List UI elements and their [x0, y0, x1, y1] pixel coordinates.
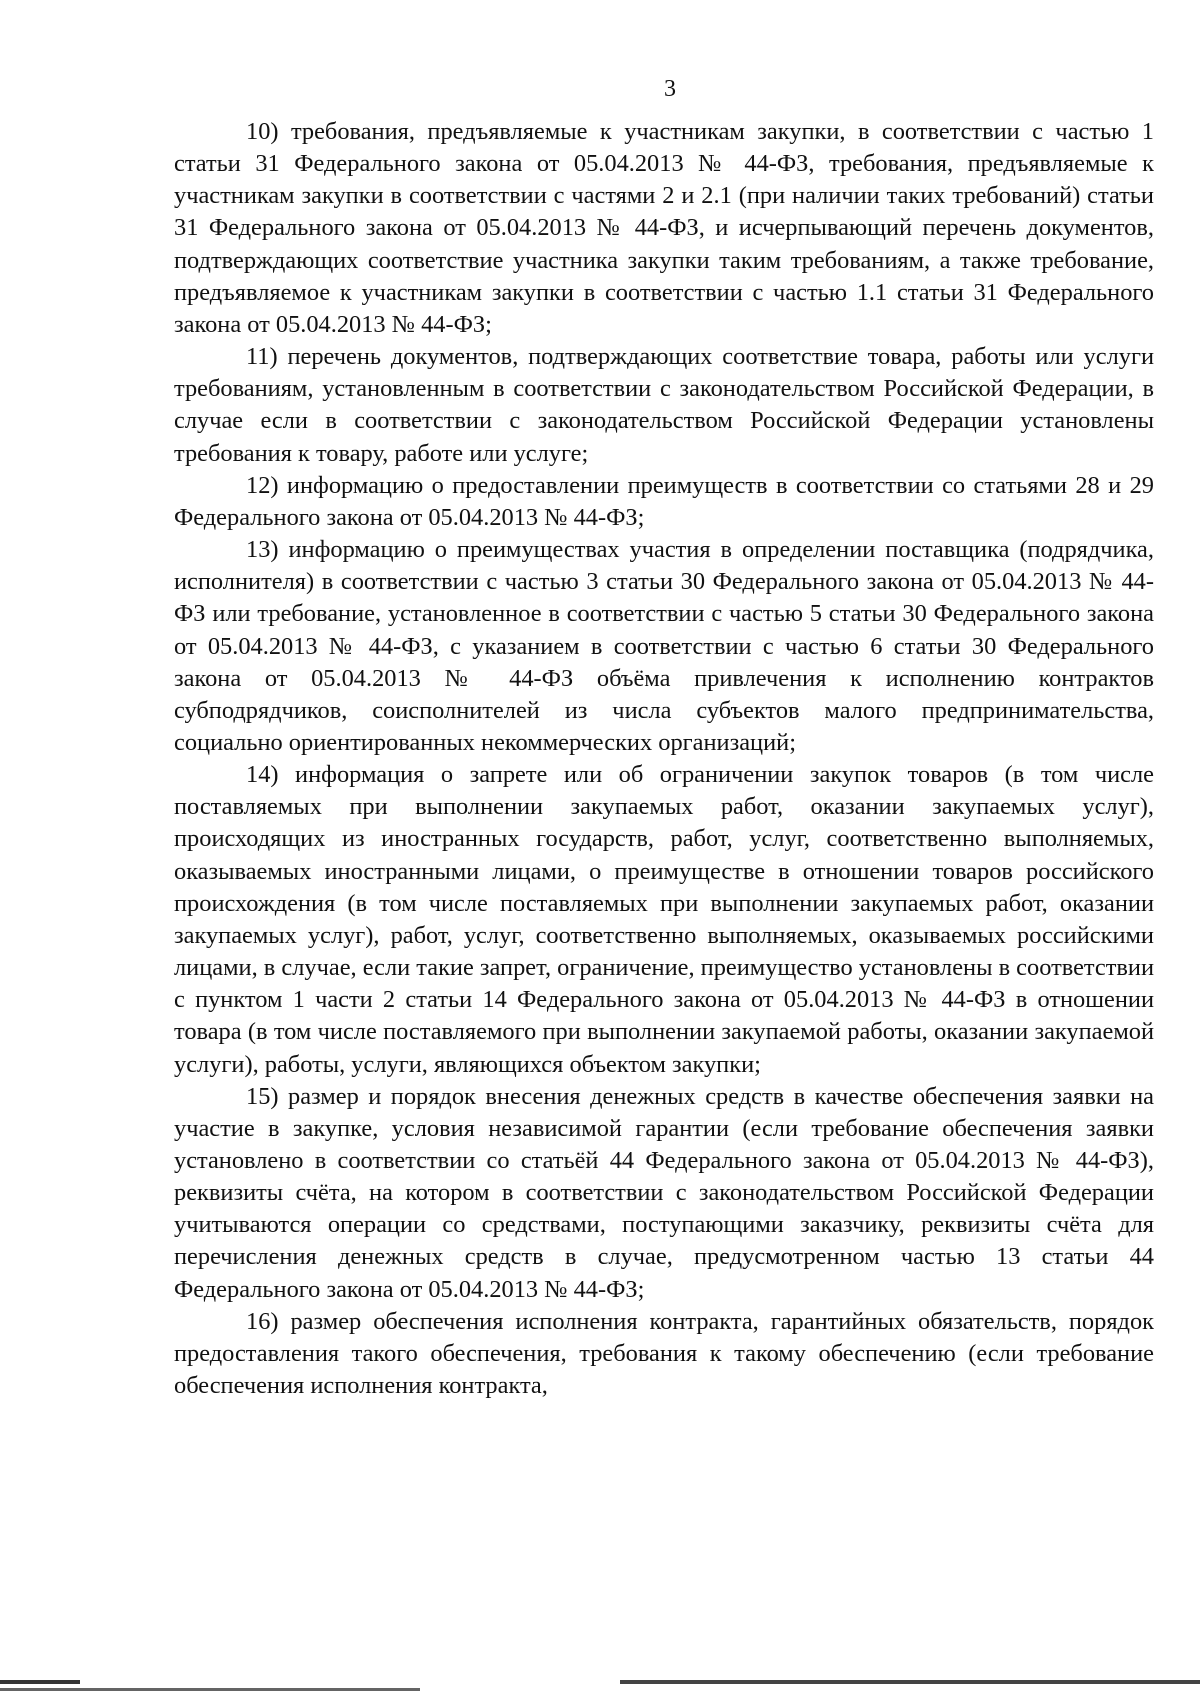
paragraph-item-10: 10) требования, предъявляемые к участникам закупки, в соответствии с частью 1 статьи 31 Федерального закона от 05.04.2013 № 44-ФЗ, требования, предъявляемые к участникам закупки в соответствии с частями 2 и 2.1 (при наличии таких требований) статьи 31 Федерального закона от 05.04.2013 № 44-ФЗ, и исчерпывающий перечень документов, подтверждающих соответствие участника закупки таким требованиям, а также требование, предъявляемое к участникам закупки в соответствии с частью 1.1 статьи 31 Федерального закона от 05.04.2013 № 44-ФЗ; [174, 118, 1154, 338]
paragraph-item-15: 15) размер и порядок внесения денежных средств в качестве обеспечения заявки на участие в закупке, условия независимой гарантии (если требование обеспечения заявки установлено в соответствии со статьёй 44 Федерального закона от 05.04.2013 № 44-ФЗ), реквизиты счёта, на котором в соответствии с законодательством Российской Федерации учитываются операции со средствами, поступающими заказчику, реквизиты счёта для перечисления денежных средств в случае, предусмотренном частью 13 статьи 44 Федерального закона от 05.04.2013 № 44-ФЗ; [174, 1082, 1154, 1303]
scan-border-line-lower [0, 1688, 1200, 1691]
paragraph-item-11: 11) перечень документов, подтверждающих соответствие товара, работы или услуги требованиям, установленным в соответствии с законодательством Российской Федерации, в случае если в соответствии с законодательством Российской Федерации установлены требования к товару, работе или услуге; [174, 343, 1154, 467]
page-number: 3 [664, 76, 676, 102]
paragraph-item-14: 14) информация о запрете или об ограничении закупок товаров (в том числе поставляемых при выполнении закупаемых работ, оказании закупаемых услуг), происходящих из иностранных государств, работ, услуг, соответственно выполняемых, оказываемых иностранными лицами, о преимуществе в отношении товаров российского происхождения (в том числе поставляемых при выполнении закупаемых работ, оказании закупаемых услуг), работ, услуг, соответственно выполняемых, оказываемых российскими лицами, в случае, если такие запрет, ограничение, преимущество установлены в соответствии с пунктом 1 части 2 статьи 14 Федерального закона от 05.04.2013 № 44-ФЗ в отношении товара (в том числе поставляемого при выполнении закупаемой работы, оказании закупаемой услуги), работы, услуги, являющихся объектом закупки; [174, 761, 1154, 1078]
paragraph-item-12: 12) информацию о предоставлении преимуществ в соответствии со статьями 28 и 29 Федерального закона от 05.04.2013 № 44-ФЗ; [174, 471, 1154, 531]
document-body [174, 116, 1154, 1402]
paragraph-item-13: 13) информацию о преимуществах участия в определении поставщика (подрядчика, исполнителя) в соответствии с частью 3 статьи 30 Федерального закона от 05.04.2013 № 44-ФЗ или требование, установленное в соответствии с частью 5 статьи 30 Федерального закона от 05.04.2013 № 44-ФЗ, с указанием в соответствии с частью 6 статьи 30 Федерального закона от 05.04.2013 № 44-ФЗ объёма привлечения к исполнению контрактов субподрядчиков, соисполнителей из числа субъектов малого предпринимательства, социально ориентированных некоммерческих организаций; [174, 536, 1154, 756]
paragraph-item-16: 16) размер обеспечения исполнения контракта, гарантийных обязательств, порядок предоставления такого обеспечения, требования к такому обеспечению (если требование обеспечения исполнения контракта, [174, 1307, 1154, 1400]
scan-border-line [0, 1680, 1200, 1684]
